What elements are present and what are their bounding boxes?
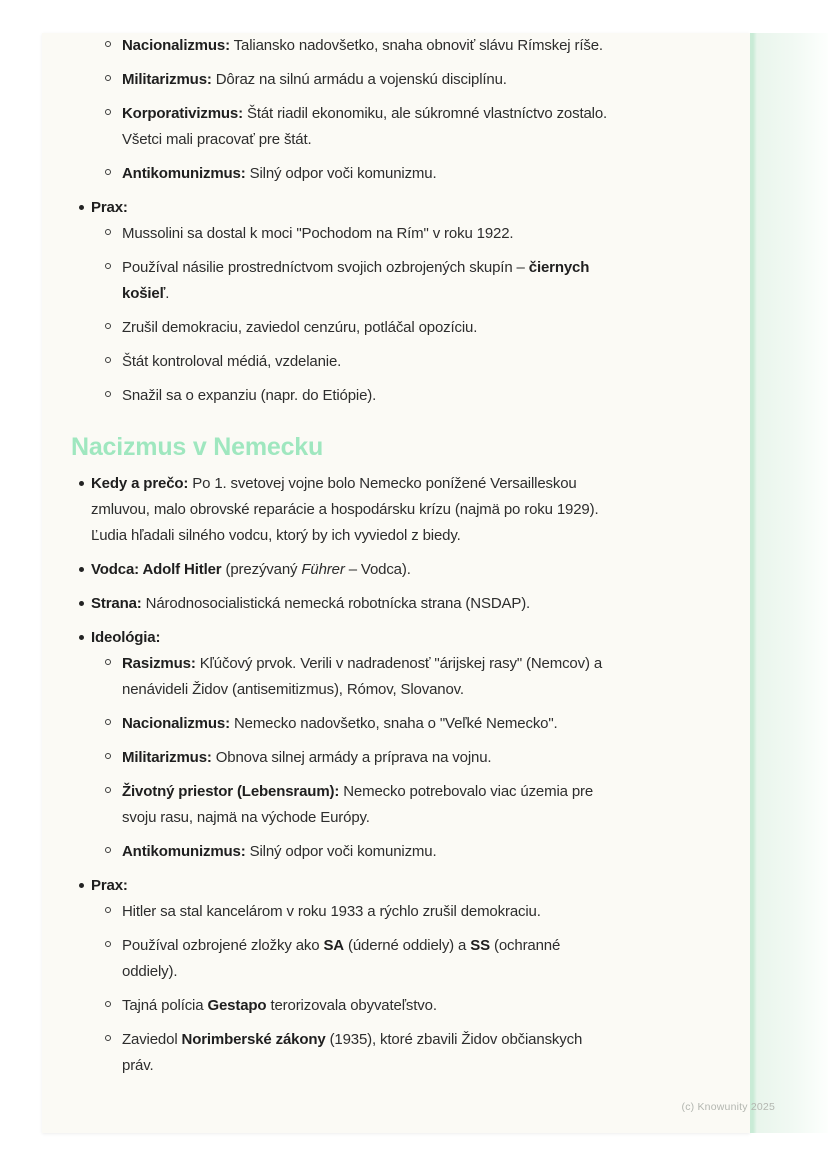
sub-list-item bbox=[105, 899, 730, 925]
text-run: Zrušil demokraciu, zaviedol cenzúru, potláčal opozíciu. bbox=[122, 319, 478, 336]
text-run: Ľudia hľadali silného vodcu, ktorý by ich vyviedol z biedy. bbox=[91, 527, 461, 544]
text-run: – Vodca). bbox=[344, 561, 411, 578]
list-item bbox=[78, 195, 730, 409]
text-run: Obnova silnej armády a príprava na vojnu. bbox=[211, 749, 492, 766]
sub-bullet-list bbox=[105, 899, 730, 1079]
text-run: (prezývaný bbox=[221, 561, 302, 578]
text-run: Ideológia: bbox=[91, 629, 161, 646]
sub-list-item bbox=[105, 315, 730, 341]
text-run: Strana: bbox=[91, 595, 142, 612]
sub-list-item bbox=[105, 651, 730, 703]
text-run: čiernych bbox=[528, 259, 590, 276]
text-run: Kedy a prečo: bbox=[91, 475, 189, 492]
text-run: . bbox=[165, 285, 170, 302]
text-run: Po 1. svetovej vojne bolo Nemecko ponížené Versailleskou bbox=[188, 475, 577, 492]
sub-list-item bbox=[105, 711, 730, 737]
text-run: terorizovala obyvateľstvo. bbox=[266, 997, 437, 1014]
text-run: Národnosocialistická nemecká robotnícka strana (NSDAP). bbox=[141, 595, 531, 612]
document-page bbox=[42, 33, 750, 1133]
list-item bbox=[78, 591, 730, 617]
text-run: Antikomunizmus: bbox=[122, 843, 246, 860]
sub-bullet-list bbox=[105, 221, 730, 409]
text-run: Používal násilie prostredníctvom svojich ozbrojených skupín – bbox=[122, 259, 529, 276]
bullet-list bbox=[78, 195, 730, 409]
text-run: Tajná polícia bbox=[122, 997, 208, 1014]
sub-bullet-list bbox=[105, 33, 730, 187]
sub-list-item bbox=[105, 745, 730, 771]
text-run: Führer bbox=[301, 561, 345, 578]
sub-list-item bbox=[105, 839, 730, 865]
text-run: Nacionalizmus: bbox=[122, 37, 230, 54]
text-run: Snažil sa o expanziu (napr. do Etiópie). bbox=[122, 387, 377, 404]
text-run: Životný priestor (Lebensraum): bbox=[122, 783, 340, 800]
text-run: Nemecko potrebovalo viac územia pre bbox=[339, 783, 594, 800]
sub-list-item bbox=[105, 221, 730, 247]
text-run: Štát kontroloval médiá, vzdelanie. bbox=[122, 353, 342, 370]
text-run: Kľúčový prvok. Verili v nadradenosť "árijskej rasy" (Nemcov) a bbox=[195, 655, 603, 672]
text-run: Gestapo bbox=[207, 997, 267, 1014]
list-item bbox=[78, 471, 730, 549]
text-run: (úderné oddiely) a bbox=[344, 937, 471, 954]
text-run: Nacionalizmus: bbox=[122, 715, 230, 732]
text-run: Militarizmus: bbox=[122, 71, 212, 88]
bullet-list bbox=[78, 471, 730, 1079]
sub-list-item bbox=[105, 383, 730, 409]
text-run: Silný odpor voči komunizmu. bbox=[245, 165, 437, 182]
sub-list-item bbox=[105, 933, 730, 985]
copyright-notice: (c) Knowunity 2025 bbox=[681, 1101, 775, 1113]
text-run: svoju rasu, najmä na východe Európy. bbox=[122, 809, 370, 826]
text-run: Prax: bbox=[91, 199, 128, 216]
text-run: oddiely). bbox=[122, 963, 178, 980]
list-item bbox=[78, 873, 730, 1079]
text-run: zmluvou, malo obrovské reparácie a hospodársku krízu (najmä po roku 1929). bbox=[91, 501, 599, 518]
text-run: Štát riadil ekonomiku, ale súkromné vlastníctvo zostalo. bbox=[242, 105, 608, 122]
sub-list-item bbox=[105, 779, 730, 831]
text-run: Nemecko nadovšetko, snaha o "Veľké Nemecko". bbox=[229, 715, 558, 732]
text-run: Zaviedol bbox=[122, 1031, 182, 1048]
text-run: Prax: bbox=[91, 877, 128, 894]
sub-bullet-list bbox=[105, 651, 730, 865]
sub-list-item bbox=[105, 161, 730, 187]
sub-list-item bbox=[105, 1027, 730, 1079]
text-run: Vodca: Adolf Hitler bbox=[91, 561, 222, 578]
text-run: košieľ bbox=[122, 285, 166, 302]
section-heading: Nacizmus v Nemecku bbox=[71, 433, 324, 461]
sub-list-item bbox=[105, 101, 730, 153]
text-run: nenávideli Židov (antisemitizmus), Rómov, Slovanov. bbox=[122, 681, 464, 698]
sub-list-item bbox=[105, 33, 730, 59]
text-run: SS bbox=[470, 937, 490, 954]
text-run: Antikomunizmus: bbox=[122, 165, 246, 182]
page-right-margin-strip bbox=[750, 33, 828, 1133]
list-item bbox=[78, 625, 730, 865]
sub-list-item bbox=[105, 993, 730, 1019]
sub-list-item bbox=[105, 349, 730, 375]
text-run: Militarizmus: bbox=[122, 749, 212, 766]
text-run: Dôraz na silnú armádu a vojenskú disciplínu. bbox=[211, 71, 507, 88]
text-run: Používal ozbrojené zložky ako bbox=[122, 937, 324, 954]
text-run: (ochranné bbox=[489, 937, 561, 954]
text-run: Korporativizmus: bbox=[122, 105, 243, 122]
page-content bbox=[71, 33, 730, 1079]
text-run: Všetci mali pracovať pre štát. bbox=[122, 131, 312, 148]
text-run: Mussolini sa dostal k moci "Pochodom na Rím" v roku 1922. bbox=[122, 225, 514, 242]
text-run: Norimberské zákony bbox=[181, 1031, 326, 1048]
text-run: práv. bbox=[122, 1057, 154, 1074]
text-run: SA bbox=[323, 937, 344, 954]
text-run: (1935), ktoré zbavili Židov občianskych bbox=[325, 1031, 583, 1048]
text-run: Silný odpor voči komunizmu. bbox=[245, 843, 437, 860]
list-item bbox=[78, 557, 730, 583]
sub-list-item bbox=[105, 255, 730, 307]
text-run: Taliansko nadovšetko, snaha obnoviť slávu Rímskej ríše. bbox=[229, 37, 603, 54]
text-run: Hitler sa stal kancelárom v roku 1933 a rýchlo zrušil demokraciu. bbox=[122, 903, 541, 920]
text-run: Rasizmus: bbox=[122, 655, 196, 672]
sub-list-item bbox=[105, 67, 730, 93]
